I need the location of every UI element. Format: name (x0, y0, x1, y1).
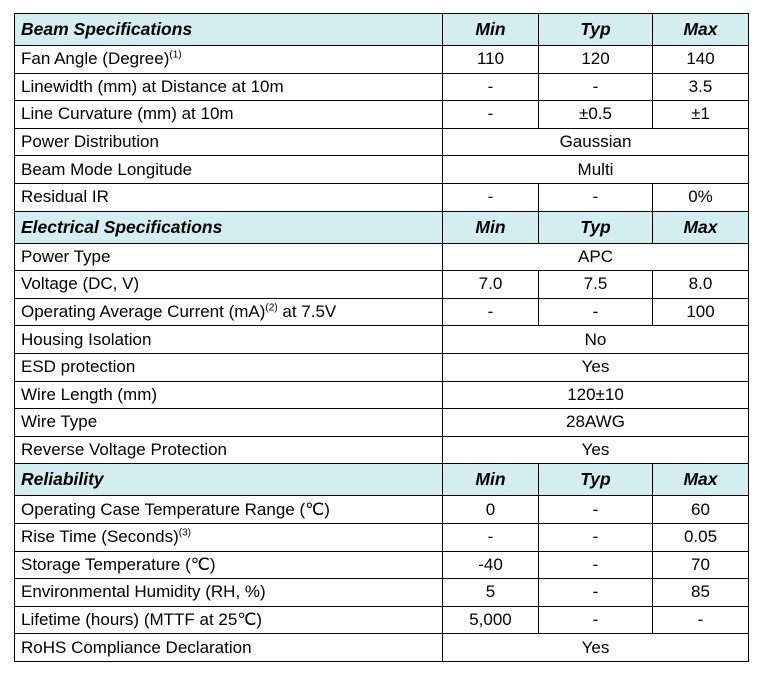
table-row (15, 101, 749, 129)
value-min-cell: 110 (443, 46, 539, 74)
value-typ-cell: - (539, 183, 653, 211)
value-min-cell: - (443, 523, 539, 551)
table-row (15, 73, 749, 101)
value-max-cell: 3.5 (653, 73, 749, 101)
value-max-cell: 8.0 (653, 271, 749, 299)
row-label-cell (15, 381, 443, 409)
row-label-cell (15, 606, 443, 634)
row-label: Linewidth (mm) at Distance at 10m (21, 76, 284, 96)
footnote-marker: (1) (169, 49, 182, 61)
value-max-cell: ±1 (653, 101, 749, 129)
footnote-marker: (3) (178, 527, 192, 539)
value-max-cell: 140 (653, 46, 749, 74)
value-span-cell: APC (443, 243, 749, 271)
column-header-min: Min (443, 14, 539, 46)
table-row (15, 409, 749, 437)
table-row (15, 551, 749, 579)
row-label-cell (15, 128, 443, 156)
table-row (15, 298, 749, 326)
table-row (15, 353, 749, 381)
row-label: Voltage (DC, V) (21, 274, 140, 294)
row-label: RoHS Compliance Declaration (21, 637, 252, 657)
row-label: Power Distribution (21, 132, 159, 152)
table-row (15, 381, 749, 409)
value-min-cell: 0 (443, 496, 539, 524)
row-label-cell (15, 634, 443, 662)
row-label-suffix: at 7.5V (277, 302, 337, 322)
row-label: Fan Angle (Degree) (21, 49, 170, 69)
value-typ-cell: 120 (539, 46, 653, 74)
table-row (15, 579, 749, 607)
section-title: Electrical Specifications (15, 211, 443, 243)
value-span-cell: 120±10 (443, 381, 749, 409)
value-min-cell: - (443, 101, 539, 129)
value-min-cell: - (443, 298, 539, 326)
row-label: Reverse Voltage Protection (21, 440, 228, 460)
row-label-cell (15, 271, 443, 299)
column-header-min: Min (443, 211, 539, 243)
table-row (15, 128, 749, 156)
table-row (15, 46, 749, 74)
row-label: Storage Temperature (℃) (21, 554, 216, 574)
value-max-cell: - (653, 606, 749, 634)
table-row (15, 436, 749, 464)
row-label: Rise Time (Seconds) (21, 527, 179, 547)
row-label: Power Type (21, 246, 111, 266)
row-label-cell (15, 243, 443, 271)
value-typ-cell: - (539, 496, 653, 524)
row-label-cell (15, 353, 443, 381)
section-title: Reliability (15, 464, 443, 496)
row-label: Beam Mode Longitude (21, 159, 193, 179)
row-label-cell (15, 73, 443, 101)
table-row (15, 634, 749, 662)
value-span-cell: Yes (443, 436, 749, 464)
value-typ-cell: 7.5 (539, 271, 653, 299)
value-max-cell: 70 (653, 551, 749, 579)
row-label: Housing Isolation (21, 329, 152, 349)
column-header-max: Max (653, 464, 749, 496)
row-label: Environmental Humidity (RH, %) (21, 582, 266, 602)
section-header-row (15, 211, 749, 243)
row-label: Lifetime (hours) (MTTF at 25℃) (21, 609, 263, 629)
row-label-cell (15, 409, 443, 437)
value-max-cell: 85 (653, 579, 749, 607)
value-min-cell: - (443, 73, 539, 101)
specifications-table-body (15, 14, 749, 662)
column-header-max: Max (653, 14, 749, 46)
row-label: Operating Average Current (mA) (21, 302, 266, 322)
value-typ-cell: - (539, 606, 653, 634)
table-row (15, 606, 749, 634)
value-min-cell: 5,000 (443, 606, 539, 634)
footnote-marker: (2) (265, 302, 278, 314)
value-span-cell: Yes (443, 353, 749, 381)
value-span-cell: Yes (443, 634, 749, 662)
table-row (15, 183, 749, 211)
row-label-cell (15, 298, 443, 326)
column-header-typ: Typ (539, 14, 653, 46)
row-label: Operating Case Temperature Range (℃) (21, 499, 330, 519)
value-typ-cell: - (539, 73, 653, 101)
value-max-cell: 0% (653, 183, 749, 211)
value-min-cell: -40 (443, 551, 539, 579)
value-min-cell: 7.0 (443, 271, 539, 299)
row-label: Wire Type (21, 412, 98, 432)
row-label-cell (15, 551, 443, 579)
specifications-table (14, 13, 749, 662)
table-row (15, 156, 749, 184)
value-typ-cell: - (539, 298, 653, 326)
row-label-cell (15, 156, 443, 184)
value-span-cell: Gaussian (443, 128, 749, 156)
value-max-cell: 0.05 (653, 523, 749, 551)
row-label-cell (15, 436, 443, 464)
row-label-cell (15, 46, 443, 74)
column-header-min: Min (443, 464, 539, 496)
row-label: Residual IR (21, 187, 109, 207)
table-row (15, 523, 749, 551)
value-min-cell: - (443, 183, 539, 211)
table-row (15, 271, 749, 299)
table-row (15, 243, 749, 271)
row-label: ESD protection (21, 357, 136, 377)
row-label-cell (15, 579, 443, 607)
value-typ-cell: - (539, 523, 653, 551)
value-max-cell: 60 (653, 496, 749, 524)
value-span-cell: Multi (443, 156, 749, 184)
row-label-cell (15, 326, 443, 354)
column-header-typ: Typ (539, 211, 653, 243)
row-label-cell (15, 523, 443, 551)
row-label-cell (15, 496, 443, 524)
value-typ-cell: ±0.5 (539, 101, 653, 129)
section-header-row (15, 464, 749, 496)
section-title: Beam Specifications (15, 14, 443, 46)
value-typ-cell: - (539, 579, 653, 607)
column-header-typ: Typ (539, 464, 653, 496)
value-span-cell: No (443, 326, 749, 354)
row-label-cell (15, 101, 443, 129)
row-label-cell (15, 183, 443, 211)
value-min-cell: 5 (443, 579, 539, 607)
value-max-cell: 100 (653, 298, 749, 326)
row-label: Wire Length (mm) (21, 384, 158, 404)
section-header-row (15, 14, 749, 46)
value-typ-cell: - (539, 551, 653, 579)
column-header-max: Max (653, 211, 749, 243)
table-row (15, 326, 749, 354)
value-span-cell: 28AWG (443, 409, 749, 437)
table-row (15, 496, 749, 524)
row-label: Line Curvature (mm) at 10m (21, 104, 234, 124)
